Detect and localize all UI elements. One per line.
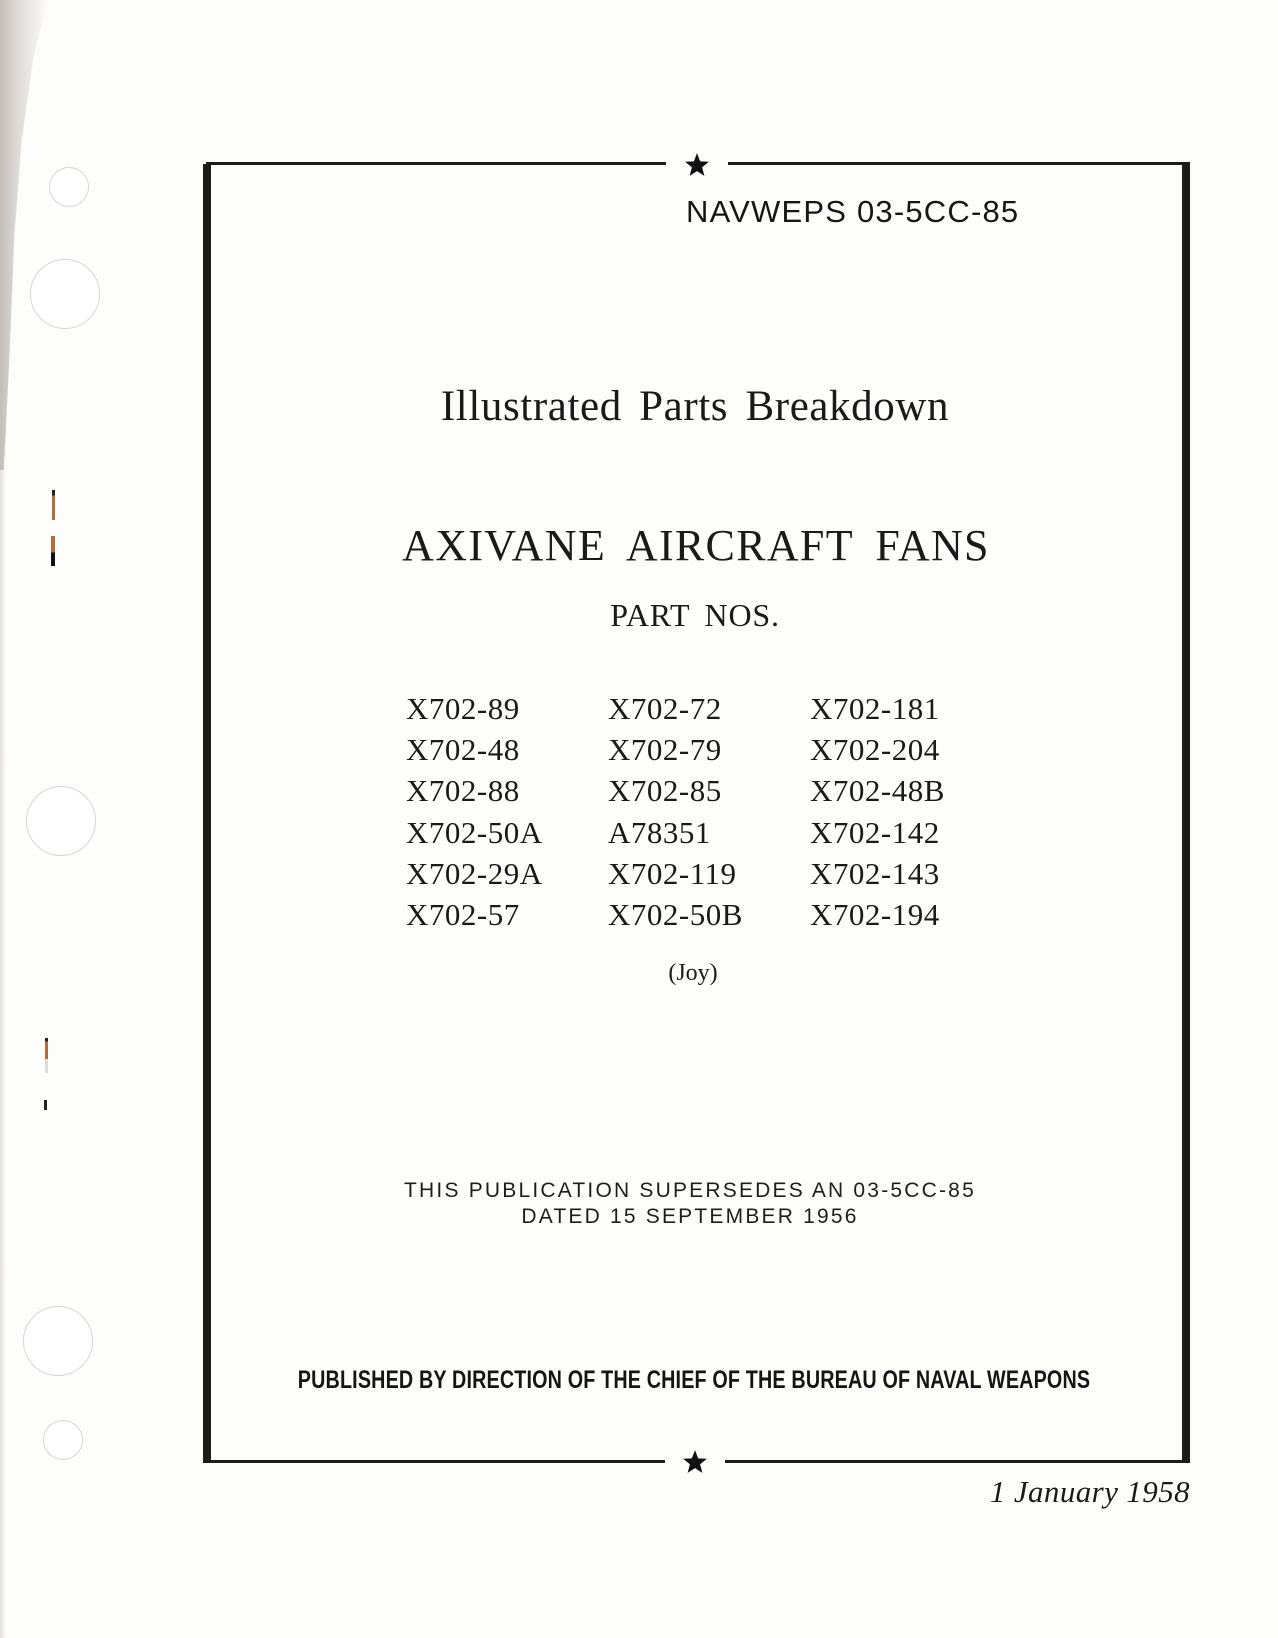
part-numbers-column (810, 688, 945, 935)
part-number: A78351 (608, 814, 711, 850)
part-number: X702-204 (810, 732, 940, 768)
staple-mark (44, 1100, 47, 1110)
supersedes-line-1: THIS PUBLICATION SUPERSEDES AN 03-5CC-85 (404, 1179, 976, 1202)
part-numbers-column (608, 688, 743, 935)
part-numbers-column (406, 688, 543, 935)
part-number: X702-142 (810, 814, 940, 850)
part-number: X702-48 (406, 732, 520, 768)
frame-bottom-right-rule (725, 1460, 1190, 1463)
punch-hole (26, 786, 96, 856)
publication-date: 1 January 1958 (989, 1474, 1190, 1509)
frame-bottom-left-rule (203, 1460, 665, 1463)
publication-number: NAVWEPS 03-5CC-85 (686, 194, 1020, 229)
document-title: Illustrated Parts Breakdown (440, 383, 950, 430)
part-number: X702-143 (810, 855, 940, 891)
scan-edge-strip (0, 470, 6, 1638)
star-icon (682, 1449, 708, 1475)
staple-mark (45, 1038, 48, 1073)
part-number: X702-57 (406, 896, 520, 932)
part-number: X702-119 (608, 855, 737, 891)
part-number: X702-48B (810, 773, 945, 809)
supersedes-notice (0, 1178, 1278, 1230)
part-number: X702-89 (406, 691, 520, 726)
frame-left-border (203, 164, 211, 1463)
staple-mark (52, 490, 55, 520)
part-number: X702-88 (406, 773, 520, 809)
part-number: X702-50A (406, 814, 543, 850)
part-number: X702-29A (406, 855, 543, 891)
part-number: X702-72 (608, 691, 722, 726)
star-icon (684, 152, 710, 178)
product-name: AXIVANE AIRCRAFT FANS (402, 521, 990, 570)
supersedes-line-2: DATED 15 SEPTEMBER 1956 (521, 1205, 859, 1228)
part-number: X702-50B (608, 896, 743, 932)
punch-hole (30, 259, 100, 329)
frame-top-right-rule (728, 162, 1190, 165)
punch-hole (43, 1420, 83, 1460)
punch-hole (49, 167, 89, 207)
frame-right-border (1182, 164, 1190, 1463)
part-number: X702-181 (810, 691, 940, 726)
part-nos-heading: PART NOS. (610, 597, 780, 633)
part-number: X702-79 (608, 732, 722, 768)
part-number: X702-85 (608, 773, 722, 809)
frame-top-left-rule (206, 162, 666, 165)
manufacturer: (Joy) (668, 960, 718, 986)
part-number: X702-194 (810, 896, 940, 932)
punch-hole (23, 1306, 93, 1376)
authority-statement: PUBLISHED BY DIRECTION OF THE CHIEF OF THE BUREAU OF NAVAL WEAPONS (297, 1366, 1091, 1394)
